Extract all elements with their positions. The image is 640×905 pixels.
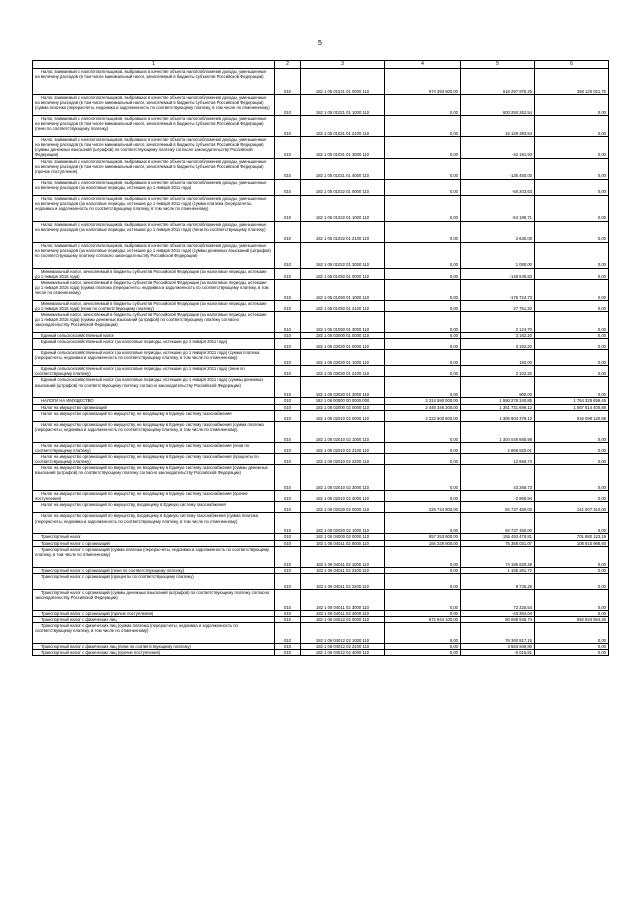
kbk-code-cell: 182 1 05 01022 01 1000 110	[301, 195, 385, 221]
executed-amount-cell: 72 325,54	[461, 589, 535, 610]
unexecuted-amount-cell: 0,00	[535, 465, 609, 491]
unexecuted-amount-cell: 0,00	[535, 242, 609, 268]
line-code-cell: 010	[275, 95, 301, 116]
approved-amount-cell: 0,00	[385, 300, 461, 311]
kbk-code-cell: 182 1 05 03000 01 0000 110	[301, 333, 385, 339]
executed-amount-cell: 600 250 262,54	[461, 95, 535, 116]
line-code-cell: 010	[275, 616, 301, 622]
unexecuted-amount-cell: 0,00	[535, 573, 609, 589]
table-row	[33, 137, 609, 159]
line-code-cell: 010	[275, 398, 301, 404]
table-row	[33, 491, 609, 502]
approved-amount-cell: 0,00	[385, 312, 461, 333]
approved-amount-cell: 0,00	[385, 158, 461, 179]
executed-amount-cell: 1 080,00	[461, 242, 535, 268]
row-name-cell: Единый сельскохозяйственный налог (за налоговые периоды, истекшие до 1 января 2011 года) (суммы денежных взысканий (штрафов) по соответствующему платежу согласно законодательству Российской Федерации)	[33, 377, 275, 398]
column-number-header: 4	[385, 61, 461, 69]
approved-amount-cell: 974 393 600,00	[385, 69, 461, 95]
kbk-code-cell: 182 1 06 02010 02 2100 110	[301, 442, 385, 453]
approved-amount-cell: 0,00	[385, 221, 461, 242]
unexecuted-amount-cell: 1 764 328 659,45	[535, 398, 609, 404]
table-row	[33, 116, 609, 137]
line-code-cell: 010	[275, 540, 301, 546]
unexecuted-amount-cell: 0,00	[535, 377, 609, 398]
approved-amount-cell: 0,00	[385, 623, 461, 644]
table-row	[33, 442, 609, 453]
approved-amount-cell: 0,00	[385, 242, 461, 268]
row-name-cell: Налог на имущество организаций	[33, 404, 275, 410]
unexecuted-amount-cell: 592 934 554,26	[535, 616, 609, 622]
approved-amount-cell: 0,00	[385, 421, 461, 442]
unexecuted-amount-cell: 1 087 614 400,88	[535, 404, 609, 410]
executed-amount-cell: 1 550 278 340,85	[461, 398, 535, 404]
approved-amount-cell: 857 253 600,00	[385, 534, 461, 540]
executed-amount-cell: 155 493 476,81	[461, 534, 535, 540]
row-name-cell: Транспортный налог с физических лиц (прочие поступления)	[33, 650, 275, 656]
executed-amount-cell: 76 360 817,16	[461, 623, 535, 644]
line-code-cell: 010	[275, 546, 301, 567]
executed-amount-cell: 1 304 046 565,98	[461, 421, 535, 442]
line-code-cell: 010	[275, 377, 301, 398]
row-name-cell: Налог, взимаемый с налогоплательщиков, выбравших в качестве объекта налогообложения доходы, уменьшенные на величину расходов (в том числе минимальный налог, зачисляемый в бюджеты субъектов Российской Федерации)	[33, 69, 275, 95]
kbk-code-cell: 182 1 06 04011 02 2100 110	[301, 567, 385, 573]
executed-amount-cell: -43 384,04	[461, 610, 535, 616]
kbk-code-cell: 182 1 05 03020 01 3000 110	[301, 377, 385, 398]
kbk-code-cell: 182 1 05 01021 01 3000 110	[301, 137, 385, 159]
row-name-cell: Транспортный налог с организаций (суммы денежных взысканий (штрафов) по соответствующему платежу согласно законодательству Российской Федерации)	[33, 589, 275, 610]
table-body	[33, 69, 609, 656]
kbk-code-cell: 182 1 05 01050 01 3000 110	[301, 312, 385, 333]
table-row	[33, 502, 609, 513]
unexecuted-amount-cell: 0,00	[535, 546, 609, 567]
executed-amount-cell: -2 966,94	[461, 491, 535, 502]
kbk-code-cell: 182 1 05 01021 01 0000 110	[301, 69, 385, 95]
kbk-code-cell: 182 1 05 01022 01 3000 110	[301, 242, 385, 268]
row-name-cell: Налог на имущество организаций по имуществу, не входящему в Единую систему газоснабжения (прочие поступления)	[33, 491, 275, 502]
row-name-cell: Налог, взимаемый с налогоплательщиков, выбравших в качестве объекта налогообложения доходы, уменьшенные на величину расходов (за налоговые периоды, истекшие до 1 января 2011 года)	[33, 179, 275, 195]
row-name-cell: Налог на имущество организаций по имуществу, не входящему в Единую систему газоснабжения	[33, 410, 275, 421]
unexecuted-amount-cell: 0,00	[535, 442, 609, 453]
approved-amount-cell: 184 329 800,00	[385, 540, 461, 546]
executed-amount-cell: 2 102,20	[461, 366, 535, 377]
kbk-code-cell: 182 1 06 02000 02 0000 110	[301, 404, 385, 410]
approved-amount-cell: 0,00	[385, 268, 461, 279]
executed-amount-cell: 84 737 450,00	[461, 502, 535, 513]
table-row	[33, 268, 609, 279]
table-row	[33, 69, 609, 95]
approved-amount-cell: 0,00	[385, 567, 461, 573]
column-number-header: 6	[535, 61, 609, 69]
column-numbers-row	[33, 61, 609, 69]
row-name-cell: Налог, взимаемый с налогоплательщиков, выбравших в качестве объекта налогообложения доходы, уменьшенные на величину расходов (за налоговые периоды, истекшие до 1 января 2011 года) (сумма платежа (перерасчеты, недоимка и задолженность по соответствующему платежу, в том числе по отмененному)	[33, 195, 275, 221]
revenue-table	[32, 60, 609, 656]
table-row	[33, 589, 609, 610]
row-name-cell: Налог на имущество организаций по имуществу, не входящему в Единую систему газоснабжения (пени по соответствующему платежу)	[33, 442, 275, 453]
line-code-cell: 010	[275, 366, 301, 377]
kbk-code-cell: 182 1 06 04011 02 2200 110	[301, 573, 385, 589]
row-name-cell: Единый сельскохозяйственный налог (за налоговые периоды, истекшие до 1 января 2011 года) (сумма платежа (перерасчеты, недоимка и задолженность по соответствующему платежу, в том числе по отмененному)	[33, 350, 275, 366]
line-code-cell: 010	[275, 465, 301, 491]
approved-amount-cell: 0,00	[385, 366, 461, 377]
unexecuted-amount-cell: 141 007 310,00	[535, 502, 609, 513]
kbk-code-cell: 182 1 06 04011 02 4000 110	[301, 610, 385, 616]
page-number: 5	[318, 40, 322, 47]
line-code-cell: 010	[275, 513, 301, 534]
unexecuted-amount-cell: 0,00	[535, 589, 609, 610]
row-name-cell: Единый сельскохозяйственный налог (за налоговые периоды, истекшие до 1 января 2011 года) (пени по соответствующему платежу)	[33, 366, 275, 377]
table-row	[33, 546, 609, 567]
unexecuted-amount-cell: 0,00	[535, 491, 609, 502]
executed-amount-cell: -135 450,00	[461, 158, 535, 179]
approved-amount-cell: 0,00	[385, 333, 461, 339]
table-row	[33, 650, 609, 656]
approved-amount-cell: 3 314 590 000,00	[385, 398, 461, 404]
line-code-cell: 010	[275, 300, 301, 311]
line-code-cell: 010	[275, 242, 301, 268]
executed-amount-cell: 2 124,70	[461, 312, 535, 333]
row-name-cell: Налог, взимаемый с налогоплательщиков, выбравших в качестве объекта налогообложения доходы, уменьшенные на величину расходов (в том числе минимальный налог, зачисляемый в бюджеты субъектов Российской Федерации) (сумма платежа (перерасчеты, недоимка и задолженность по соответствующему платежу, в том числе по отмененному)	[33, 95, 275, 116]
row-name-cell: Минимальный налог, зачисляемый в бюджеты субъектов Российской Федерации (за налоговые периоды, истекшие до 1 января 2016 года) (сумма платежа (перерасчеты, недоимка и задолженность по соответствующему платежу, в том числе по отмененному)	[33, 279, 275, 300]
row-name-cell: Транспортный налог с организаций	[33, 540, 275, 546]
row-name-cell: Единый сельскохозяйственный налог (за налоговые периоды, истекшие до 1 января 2011 года)	[33, 339, 275, 350]
executed-amount-cell: -5 015,81	[461, 650, 535, 656]
unexecuted-amount-cell: 0,00	[535, 333, 609, 339]
line-code-cell: 010	[275, 116, 301, 137]
approved-amount-cell: 0,00	[385, 350, 461, 366]
unexecuted-amount-cell: 0,00	[535, 610, 609, 616]
line-code-cell: 010	[275, 410, 301, 421]
table-row	[33, 453, 609, 464]
line-code-cell: 010	[275, 69, 301, 95]
unexecuted-amount-cell: 0,00	[535, 179, 609, 195]
approved-amount-cell: 0,00	[385, 573, 461, 589]
kbk-code-cell: 182 1 06 02020 02 1000 110	[301, 513, 385, 534]
executed-amount-cell: -50 203,63	[461, 179, 535, 195]
unexecuted-amount-cell: 0,00	[535, 195, 609, 221]
line-code-cell: 010	[275, 312, 301, 333]
line-code-cell: 010	[275, 421, 301, 442]
row-name-cell: Налог, взимаемый с налогоплательщиков, выбравших в качестве объекта налогообложения доходы, уменьшенные на величину расходов (за налоговые периоды, истекшие до 1 января 2011 года) (суммы денежных взысканий (штрафов) по соответствующему платежу согласно законодательству Российской Федерации)	[33, 242, 275, 268]
executed-amount-cell: 2 630,08	[461, 221, 535, 242]
row-name-cell: Налог, взимаемый с налогоплательщиков, выбравших в качестве объекта налогообложения доходы, уменьшенные на величину расходов (в том числе минимальный налог, зачисляемый в бюджеты субъектов Российской Федерации) (суммы денежных взысканий (штрафов) по соответствующему платежу согласно законодательству Российской Федерации)	[33, 137, 275, 159]
kbk-code-cell: 182 1 06 02010 02 1000 110	[301, 421, 385, 442]
approved-amount-cell: 2 449 346 300,00	[385, 404, 461, 410]
table-row	[33, 312, 609, 333]
kbk-code-cell: 182 1 06 00000 00 0000 000	[301, 398, 385, 404]
kbk-code-cell: 182 1 06 04011 02 3000 110	[301, 589, 385, 610]
unexecuted-amount-cell: 0,00	[535, 350, 609, 366]
unexecuted-amount-cell: 0,00	[535, 453, 609, 464]
row-name-cell: Налог на имущество организаций по имуществу, не входящему в Единую систему газоснабжения (сумма платежа (перерасчеты, недоимка и задолженность по соответствующему платежу, в том числе по отмененному)	[33, 421, 275, 442]
table-row	[33, 95, 609, 116]
approved-amount-cell: 0,00	[385, 546, 461, 567]
kbk-code-cell: 182 1 05 01022 01 0000 110	[301, 179, 385, 195]
kbk-code-cell: 182 1 05 01050 01 2100 110	[301, 300, 385, 311]
executed-amount-cell: 1 361 731 699,12	[461, 404, 535, 410]
approved-amount-cell: 0,00	[385, 491, 461, 502]
executed-amount-cell: 616 297 976,25	[461, 69, 535, 95]
line-code-cell: 010	[275, 650, 301, 656]
kbk-code-cell: 182 1 06 04012 02 2100 110	[301, 644, 385, 650]
kbk-code-cell: 182 1 05 03020 01 2100 110	[301, 366, 385, 377]
approved-amount-cell: 0,00	[385, 279, 461, 300]
line-code-cell: 010	[275, 567, 301, 573]
approved-amount-cell: 0,00	[385, 453, 461, 464]
table-row	[33, 610, 609, 616]
unexecuted-amount-cell: 0,00	[535, 644, 609, 650]
unexecuted-amount-cell: 0,00	[535, 421, 609, 442]
unexecuted-amount-cell: 0,00	[535, 95, 609, 116]
kbk-code-cell: 182 1 06 02010 02 3000 110	[301, 465, 385, 491]
row-name-cell: Налог, взимаемый с налогоплательщиков, выбравших в качестве объекта налогообложения доходы, уменьшенные на величину расходов (за налоговые периоды, истекшие до 1 января 2011 года) (пени по соответствующему платежу)	[33, 221, 275, 242]
row-name-cell: Налог на имущество организаций по имуществу, не входящему в Единую систему газоснабжения (суммы денежных взысканий (штрафов) по соответствующему платежу согласно законодательству Российской Федерации)	[33, 465, 275, 491]
kbk-code-cell: 182 1 06 04011 02 1000 110	[301, 546, 385, 567]
row-name-cell: Налог на имущество организаций по имуществу, входящему в Единую систему газоснабжения	[33, 502, 275, 513]
kbk-code-cell: 182 1 06 04012 02 4000 110	[301, 650, 385, 656]
line-code-cell: 010	[275, 279, 301, 300]
executed-amount-cell: 3 583 949,80	[461, 644, 535, 650]
executed-amount-cell: 16 129 393,54	[461, 116, 535, 137]
approved-amount-cell: 672 944 100,00	[385, 616, 461, 622]
unexecuted-amount-cell: 701 880 123,19	[535, 534, 609, 540]
line-code-cell: 010	[275, 158, 301, 179]
executed-amount-cell: 84 737 450,00	[461, 513, 535, 534]
line-code-cell: 010	[275, 610, 301, 616]
table-row	[33, 158, 609, 179]
line-code-cell: 010	[275, 221, 301, 242]
executed-amount-cell: 27 751,20	[461, 300, 535, 311]
kbk-code-cell: 182 1 05 01021 01 2100 110	[301, 116, 385, 137]
kbk-code-cell: 182 1 05 03020 01 1000 110	[301, 350, 385, 366]
approved-amount-cell: 0,00	[385, 650, 461, 656]
unexecuted-amount-cell: 0,00	[535, 567, 609, 573]
kbk-code-cell: 182 1 06 04012 02 0000 110	[301, 616, 385, 622]
table-row	[33, 465, 609, 491]
row-name-cell: Транспортный налог с организаций (сумма платежа (перерасчеты, недоимка и задолженность по соответствующему платежу, в том числе по отмененному)	[33, 546, 275, 567]
line-code-cell: 010	[275, 644, 301, 650]
approved-amount-cell: 0,00	[385, 442, 461, 453]
kbk-code-cell: 182 1 06 04011 02 0000 110	[301, 540, 385, 546]
executed-amount-cell: 74 195 620,49	[461, 546, 535, 567]
executed-amount-cell: 75 368 031,07	[461, 540, 535, 546]
column-number-header: 1	[33, 61, 275, 69]
approved-amount-cell: 0,00	[385, 137, 461, 159]
line-code-cell: 010	[275, 573, 301, 589]
executed-amount-cell: 3 152,20	[461, 339, 535, 350]
approved-amount-cell: 0,00	[385, 644, 461, 650]
table-row	[33, 573, 609, 589]
row-name-cell: Единый сельскохозяйственный налог	[33, 333, 275, 339]
unexecuted-amount-cell: 0,00	[535, 268, 609, 279]
row-name-cell: Транспортный налог с организаций (проценты по соответствующему платежу)	[33, 573, 275, 589]
row-name-cell: Налог на имущество организаций по имуществу, не входящему в Единую систему газоснабжения (проценты по соответствующему платежу)	[33, 453, 275, 464]
row-name-cell: Налог, взимаемый с налогоплательщиков, выбравших в качестве объекта налогообложения доходы, уменьшенные на величину расходов (в том числе минимальный налог, зачисляемый в бюджеты субъектов Российской Федерации) (пени по соответствующему платежу)	[33, 116, 275, 137]
kbk-code-cell: 182 1 05 03020 01 0000 110	[301, 339, 385, 350]
executed-amount-cell: 43 266,73	[461, 465, 535, 491]
executed-amount-cell: -42 181,93	[461, 137, 535, 159]
row-name-cell: Транспортный налог с физических лиц	[33, 616, 275, 622]
table-row	[33, 513, 609, 534]
table-row	[33, 221, 609, 242]
approved-amount-cell: 0,00	[385, 95, 461, 116]
table-row	[33, 179, 609, 195]
column-number-header: 5	[461, 61, 535, 69]
unexecuted-amount-cell: 0,00	[535, 221, 609, 242]
approved-amount-cell: 225 744 800,00	[385, 502, 461, 513]
unexecuted-amount-cell: 0,00	[535, 279, 609, 300]
table-row	[33, 377, 609, 398]
row-name-cell: Транспортный налог	[33, 534, 275, 540]
unexecuted-amount-cell: 0,00	[535, 300, 609, 311]
table-row	[33, 567, 609, 573]
approved-amount-cell: 0,00	[385, 610, 461, 616]
approved-amount-cell: 0,00	[385, 465, 461, 491]
kbk-code-cell: 182 1 06 02010 02 2200 110	[301, 453, 385, 464]
row-name-cell: НАЛОГИ НА ИМУЩЕСТВО	[33, 398, 275, 404]
kbk-code-cell: 182 1 06 04012 02 1000 110	[301, 623, 385, 644]
executed-amount-cell: 150,00	[461, 350, 535, 366]
line-code-cell: 010	[275, 404, 301, 410]
unexecuted-amount-cell: 0,00	[535, 623, 609, 644]
executed-amount-cell: 900,00	[461, 377, 535, 398]
executed-amount-cell: 2 868 820,01	[461, 442, 535, 453]
kbk-code-cell: 182 1 06 02020 02 0000 110	[301, 502, 385, 513]
unexecuted-amount-cell: 0,00	[535, 116, 609, 137]
line-code-cell: 010	[275, 268, 301, 279]
table-row	[33, 410, 609, 421]
executed-amount-cell: -54 189,71	[461, 195, 535, 221]
table-row	[33, 195, 609, 221]
line-code-cell: 010	[275, 623, 301, 644]
line-code-cell: 010	[275, 195, 301, 221]
approved-amount-cell: 0,00	[385, 195, 461, 221]
kbk-code-cell: 182 1 05 01021 01 1000 110	[301, 95, 385, 116]
line-code-cell: 010	[275, 350, 301, 366]
kbk-code-cell: 182 1 05 01050 01 1000 110	[301, 279, 385, 300]
unexecuted-amount-cell: 0,00	[535, 513, 609, 534]
row-name-cell: Транспортный налог с организаций (прочие поступления)	[33, 610, 275, 616]
executed-amount-cell: 1 305 904 379,12	[461, 410, 535, 421]
line-code-cell: 010	[275, 534, 301, 540]
approved-amount-cell: 0,00	[385, 589, 461, 610]
table-row	[33, 350, 609, 366]
line-code-cell: 010	[275, 442, 301, 453]
unexecuted-amount-cell: 0,00	[535, 137, 609, 159]
table-row	[33, 366, 609, 377]
executed-amount-cell: 1 155 281,72	[461, 567, 535, 573]
row-name-cell: Минимальный налог, зачисляемый в бюджеты субъектов Российской Федерации (за налоговые периоды, истекшие до 1 января 2016 года) (пени по соответствующему платежу)	[33, 300, 275, 311]
unexecuted-amount-cell: 916 099 120,88	[535, 410, 609, 421]
unexecuted-amount-cell: 358 125 021,75	[535, 69, 609, 95]
table-row	[33, 623, 609, 644]
line-code-cell: 010	[275, 333, 301, 339]
line-code-cell: 010	[275, 589, 301, 610]
line-code-cell: 010	[275, 491, 301, 502]
line-code-cell: 010	[275, 502, 301, 513]
line-code-cell: 010	[275, 137, 301, 159]
row-name-cell: Минимальный налог, зачисляемый в бюджеты субъектов Российской Федерации (за налоговые периоды, истекшие до 1 января 2016 года) (суммы денежных взысканий (штрафов) по соответствующему платежу согласно законодательству Российской Федерации)	[33, 312, 275, 333]
row-name-cell: Налог на имущество организаций по имуществу, входящему в Единую систему газоснабжения (сумма платежа (перерасчеты, недоимка и задолженность по соответствующему платежу, в том числе по отмененному)	[33, 513, 275, 534]
approved-amount-cell: 0,00	[385, 513, 461, 534]
unexecuted-amount-cell: 0,00	[535, 366, 609, 377]
line-code-cell: 010	[275, 339, 301, 350]
column-number-header: 2	[275, 61, 301, 69]
kbk-code-cell: 182 1 05 01022 01 2100 110	[301, 221, 385, 242]
executed-amount-cell: 8 735,26	[461, 573, 535, 589]
table-row	[33, 300, 609, 311]
kbk-code-cell: 182 1 06 02010 02 0000 110	[301, 410, 385, 421]
executed-amount-cell: -148 649,83	[461, 268, 535, 279]
table-row	[33, 242, 609, 268]
row-name-cell: Транспортный налог с физических лиц (пени по соответствующему платежу)	[33, 644, 275, 650]
approved-amount-cell: 0,00	[385, 377, 461, 398]
executed-amount-cell: 80 089 545,74	[461, 616, 535, 622]
line-code-cell: 010	[275, 179, 301, 195]
executed-amount-cell: -176 724,73	[461, 279, 535, 300]
line-code-cell: 010	[275, 453, 301, 464]
kbk-code-cell: 182 1 05 01050 01 0000 110	[301, 268, 385, 279]
approved-amount-cell: 2 223 600 600,00	[385, 410, 461, 421]
row-name-cell: Транспортный налог с организаций (пени по соответствующему платежу)	[33, 567, 275, 573]
row-name-cell: Налог, взимаемый с налогоплательщиков, выбравших в качестве объекта налогообложения доходы, уменьшенные на величину расходов (в том числе минимальный налог, зачисляемый в бюджеты субъектов Российской Федерации) (прочие поступления)	[33, 158, 275, 179]
kbk-code-cell: 182 1 05 01021 01 4000 110	[301, 158, 385, 179]
unexecuted-amount-cell: 0,00	[535, 339, 609, 350]
unexecuted-amount-cell: 108 915 968,93	[535, 540, 609, 546]
table-row	[33, 339, 609, 350]
column-number-header: 3	[301, 61, 385, 69]
row-name-cell: Минимальный налог, зачисляемый в бюджеты субъектов Российской Федерации (за налоговые периоды, истекшие до 1 января 2016 года)	[33, 268, 275, 279]
approved-amount-cell: 0,00	[385, 116, 461, 137]
table-row	[33, 421, 609, 442]
unexecuted-amount-cell: 0,00	[535, 158, 609, 179]
executed-amount-cell: 3 162,20	[461, 333, 535, 339]
approved-amount-cell: 0,00	[385, 179, 461, 195]
approved-amount-cell: 0,00	[385, 339, 461, 350]
kbk-code-cell: 182 1 06 04000 02 0000 110	[301, 534, 385, 540]
row-name-cell: Транспортный налог с физических лиц (сумма платежа (перерасчеты, недоимка и задолженность по соответствующему платежу, в том числе по отмененному)	[33, 623, 275, 644]
table-row	[33, 644, 609, 650]
unexecuted-amount-cell: 0,00	[535, 312, 609, 333]
unexecuted-amount-cell: 0,00	[535, 650, 609, 656]
table-row	[33, 279, 609, 300]
kbk-code-cell: 182 1 06 02010 02 4000 110	[301, 491, 385, 502]
executed-amount-cell: 12 666,74	[461, 453, 535, 464]
